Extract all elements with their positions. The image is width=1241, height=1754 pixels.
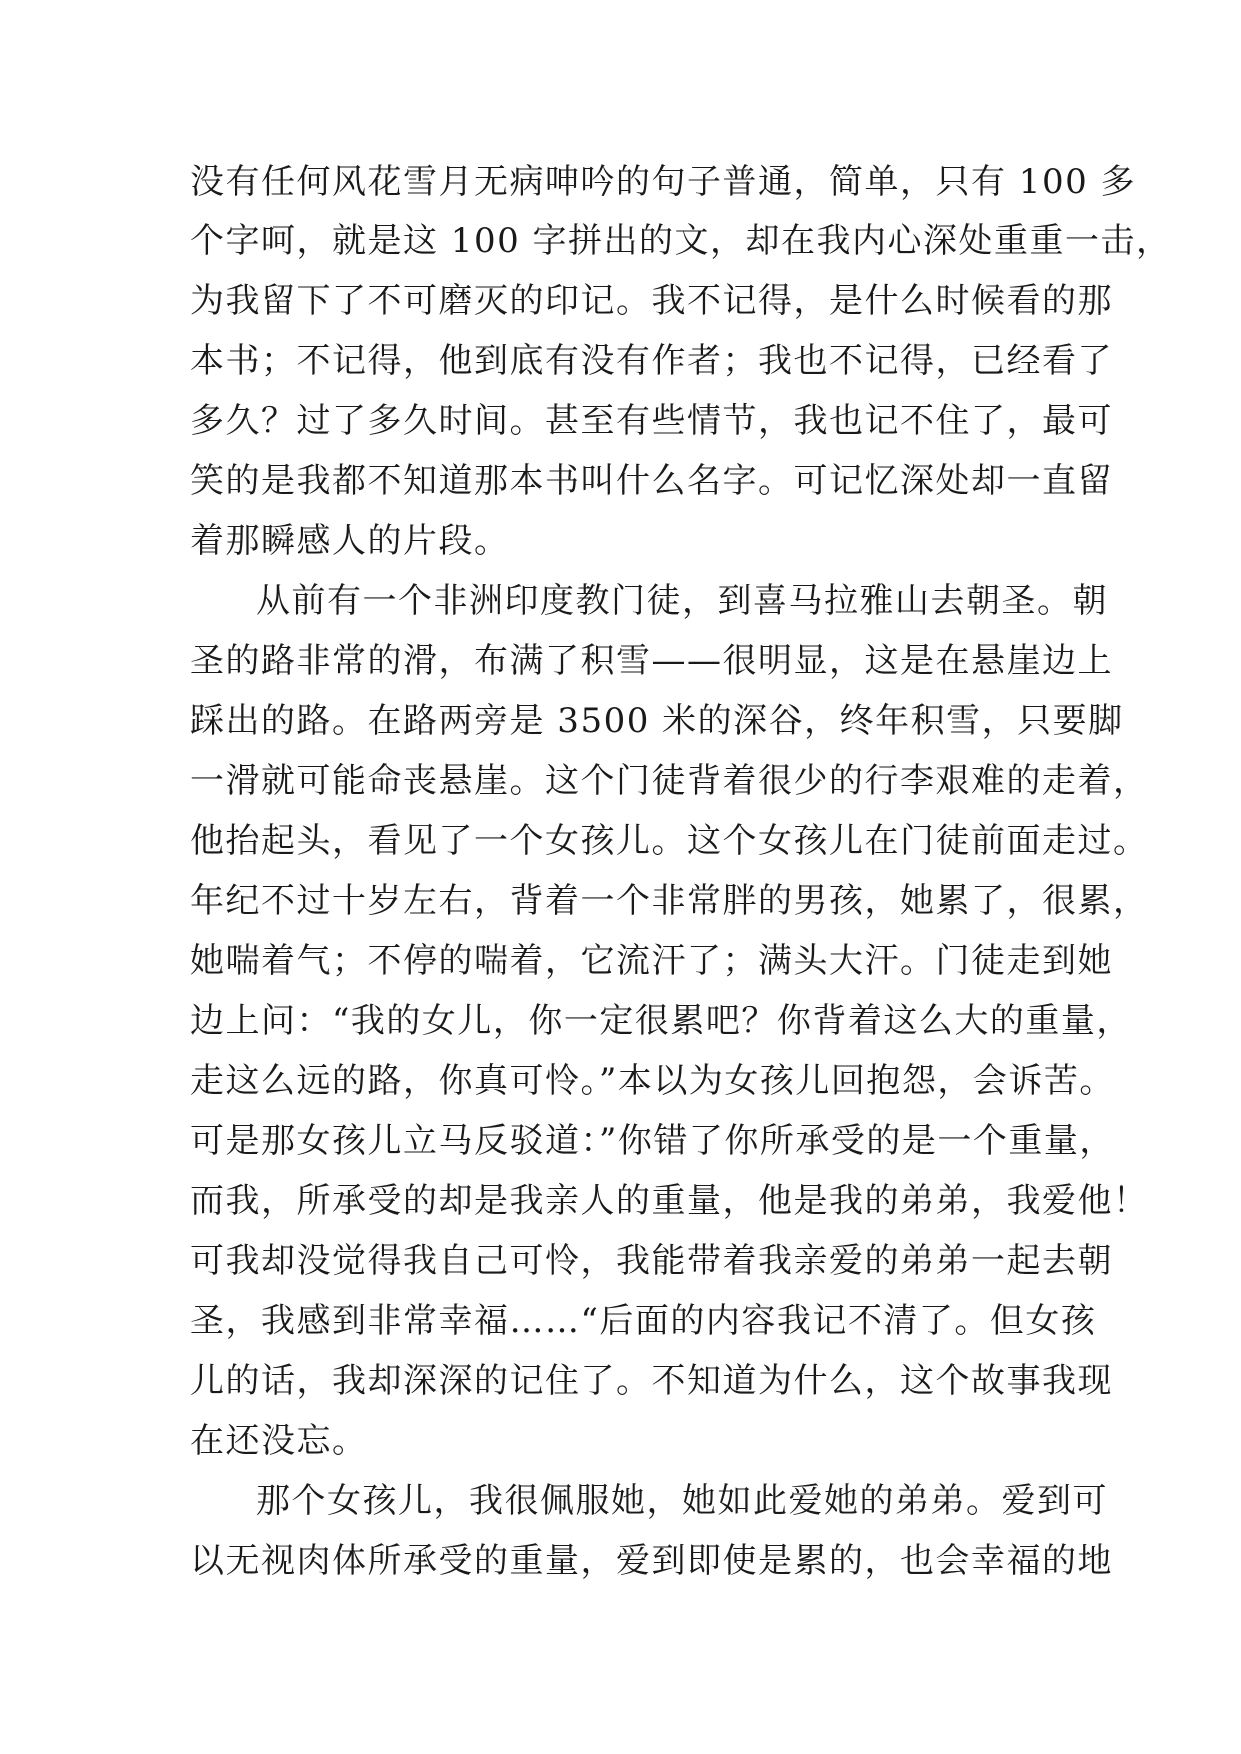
text-line: 儿的话，我却深深的记住了。不知道为什么，这个故事我现 xyxy=(190,1361,1113,1401)
text-line: 以无视肉体所承受的重量，爱到即使是累的，也会幸福的地 xyxy=(190,1541,1113,1581)
text-line: 个字呵，就是这 100 字拼出的文，却在我内心深处重重一击， xyxy=(190,221,1172,261)
text-line: 圣，我感到非常幸福……“后面的内容我记不清了。但女孩 xyxy=(190,1301,1097,1341)
text-line: 他抬起头，看见了一个女孩儿。这个女孩儿在门徒前面走过。 xyxy=(190,821,1149,861)
text-line: 可我却没觉得我自己可怜，我能带着我亲爱的弟弟一起去朝 xyxy=(190,1241,1113,1281)
paragraph-first-line: 从前有一个非洲印度教门徒，到喜马拉雅山去朝圣。朝 xyxy=(256,581,1108,621)
text-line: 边上问：“我的女儿，你一定很累吧？你背着这么大的重量， xyxy=(190,1001,1132,1041)
text-line: 为我留下了不可磨灭的印记。我不记得，是什么时候看的那 xyxy=(190,281,1113,321)
text-line: 踩出的路。在路两旁是 3500 米的深谷，终年积雪，只要脚 xyxy=(190,701,1124,741)
text-line: 笑的是我都不知道那本书叫什么名字。可记忆深处却一直留 xyxy=(190,461,1113,501)
text-line: 着那瞬感人的片段。 xyxy=(190,521,510,561)
text-line: 可是那女孩儿立马反驳道：”你错了你所承受的是一个重量， xyxy=(190,1121,1115,1161)
text-line: 圣的路非常的滑，布满了积雪——很明显，这是在悬崖边上 xyxy=(190,641,1113,681)
text-line: 多久？过了多久时间。甚至有些情节，我也记不住了，最可 xyxy=(190,401,1113,441)
text-line: 而我，所承受的却是我亲人的重量，他是我的弟弟，我爱他！ xyxy=(190,1181,1149,1221)
text-line: 一滑就可能命丧悬崖。这个门徒背着很少的行李艰难的走着， xyxy=(190,761,1149,801)
text-line: 走这么远的路，你真可怜。”本以为女孩儿回抱怨，会诉苦。 xyxy=(190,1061,1115,1101)
text-line: 没有任何风花雪月无病呻吟的句子普通，简单，只有 100 多 xyxy=(190,162,1137,202)
text-line: 她喘着气；不停的喘着，它流汗了；满头大汗。门徒走到她 xyxy=(190,941,1113,981)
text-line: 本书；不记得，他到底有没有作者；我也不记得，已经看了 xyxy=(190,341,1113,381)
paragraph-first-line: 那个女孩儿，我很佩服她，她如此爱她的弟弟。爱到可 xyxy=(256,1481,1108,1521)
text-line: 年纪不过十岁左右，背着一个非常胖的男孩，她累了，很累， xyxy=(190,881,1149,921)
text-line: 在还没忘。 xyxy=(190,1421,368,1461)
